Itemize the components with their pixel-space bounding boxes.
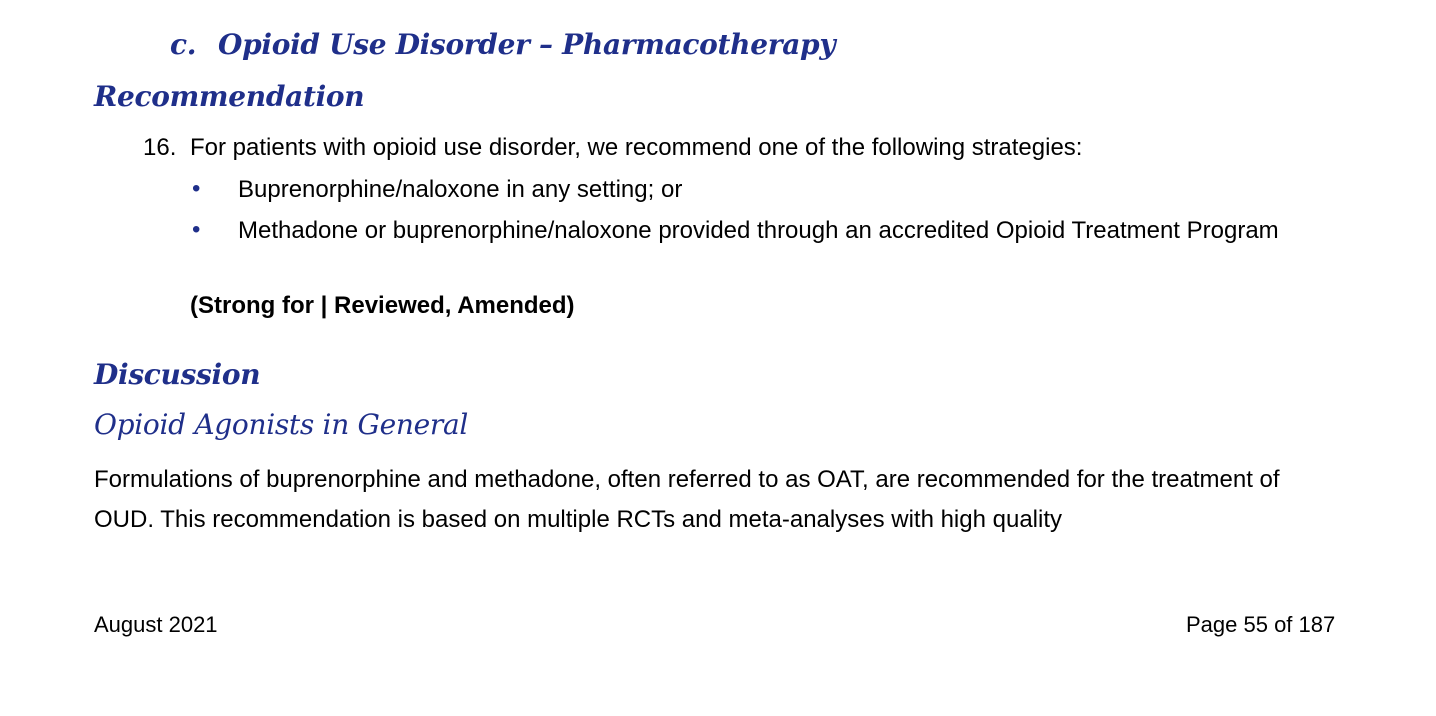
discussion-paragraph: Formulations of buprenorphine and methadone, often referred to as OAT, are recommended for the treatment of OUD. This recommendation is based on multiple RCTs and meta-analyses with high quality (94, 466, 1280, 533)
footer-date: August 2021 (94, 612, 218, 637)
bullet-text: Buprenorphine/naloxone in any setting; or (238, 176, 683, 203)
recommendation-number: 16. (143, 134, 177, 161)
recommendation-strength: (Strong for | Reviewed, Amended) (190, 292, 575, 319)
subsection-letter: c. (170, 28, 197, 61)
footer-page-number: Page 55 of 187 (1186, 612, 1336, 637)
bullet-icon: • (192, 175, 201, 202)
bullet-text: Methadone or buprenorphine/naloxone provided through an accredited Opioid Treatment Program (238, 217, 1279, 244)
discussion-heading: Discussion (94, 358, 261, 391)
subsection-heading (170, 28, 835, 61)
recommendation-item (143, 134, 1082, 162)
discussion-subheading: Opioid Agonists in General (94, 408, 469, 441)
subsection-title: Opioid Use Disorder – Pharmacotherapy (218, 28, 836, 61)
recommendation-heading: Recommendation (94, 80, 365, 113)
recommendation-text: For patients with opioid use disorder, we recommend one of the following strategies: (190, 134, 1083, 161)
bullet-icon: • (192, 216, 201, 243)
